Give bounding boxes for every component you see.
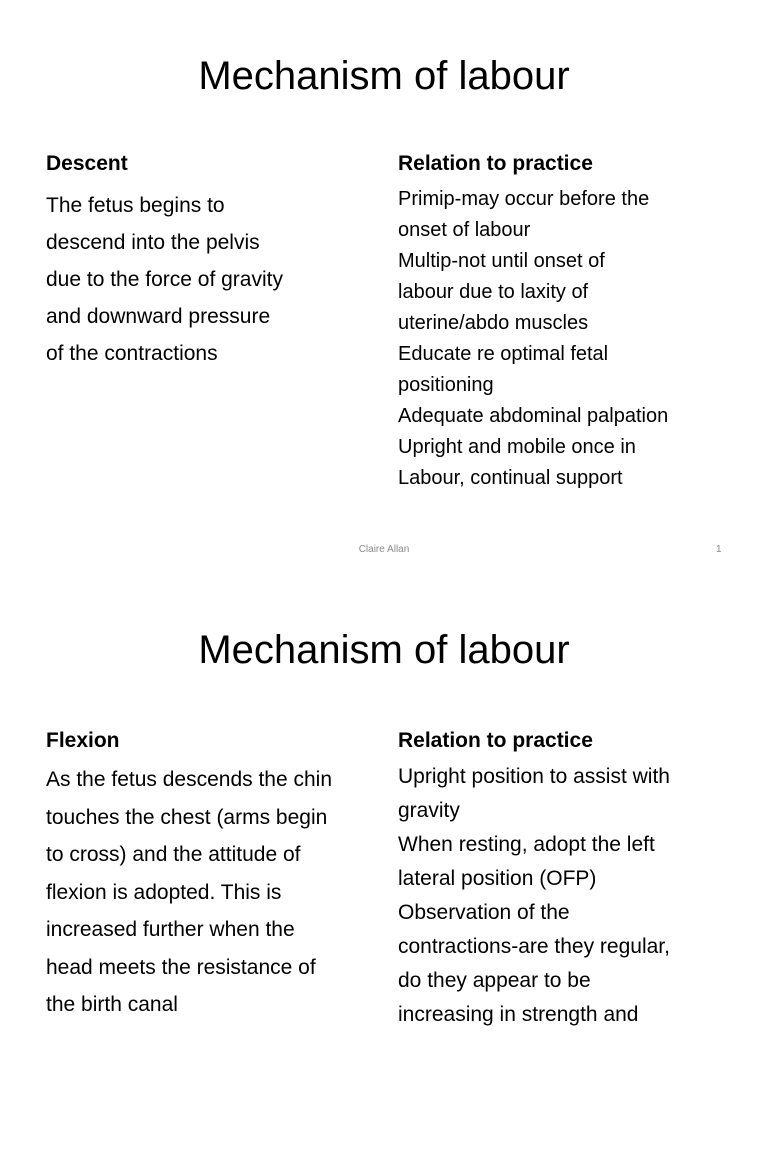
text-line: to cross) and the attitude of xyxy=(46,843,301,866)
slide-title: Mechanism of labour xyxy=(198,628,570,672)
text-line: head meets the resistance of xyxy=(46,955,316,979)
text-line: gravity xyxy=(398,799,460,822)
text-line: labour due to laxity of xyxy=(398,281,589,303)
text-line: contractions-are they regular, xyxy=(398,935,670,958)
descent-description xyxy=(46,187,283,372)
text-line: Educate re optimal fetal xyxy=(398,343,609,365)
text-line: lateral position (OFP) xyxy=(398,867,597,890)
text-line: do they appear to be xyxy=(398,969,591,992)
practice-notes xyxy=(398,184,668,494)
text-line: Upright position to assist with xyxy=(398,765,670,788)
flexion-description xyxy=(46,761,332,1024)
text-line: due to the force of gravity xyxy=(46,268,283,291)
slide-2 xyxy=(0,576,768,1152)
text-line: positioning xyxy=(398,374,494,396)
text-line: the birth canal xyxy=(46,993,178,1016)
text-line: When resting, adopt the left xyxy=(398,833,655,856)
text-line: uterine/abdo muscles xyxy=(398,312,589,334)
text-line: Multip-not until onset of xyxy=(398,250,605,272)
section-heading-relation-to-practice: Relation to practice xyxy=(398,152,593,175)
text-line: increased further when the xyxy=(46,918,295,941)
section-heading-descent: Descent xyxy=(46,152,128,175)
text-line: increasing in strength and xyxy=(398,1003,639,1026)
text-line: touches the chest (arms begin xyxy=(46,805,328,829)
slide-title: Mechanism of labour xyxy=(198,54,570,98)
section-heading-relation-to-practice: Relation to practice xyxy=(398,729,593,752)
practice-notes xyxy=(398,760,670,1032)
text-line: Adequate abdominal palpation xyxy=(398,405,669,427)
text-line: Primip-may occur before the xyxy=(398,188,650,210)
text-line: onset of labour xyxy=(398,219,531,241)
footer-author: Claire Allan xyxy=(358,544,410,555)
text-line: Upright and mobile once in xyxy=(398,436,636,458)
text-line: descend into the pelvis xyxy=(46,231,260,254)
text-line: The fetus begins to xyxy=(46,194,225,217)
text-line: As the fetus descends the chin xyxy=(46,768,333,791)
text-line: flexion is adopted. This is xyxy=(46,880,282,904)
text-line: Observation of the xyxy=(398,901,570,924)
text-line: Labour, continual support xyxy=(398,467,623,489)
page-number: 1 xyxy=(716,544,722,555)
section-heading-flexion: Flexion xyxy=(46,729,120,752)
text-line: and downward pressure xyxy=(46,305,271,328)
text-line: of the contractions xyxy=(46,342,218,365)
